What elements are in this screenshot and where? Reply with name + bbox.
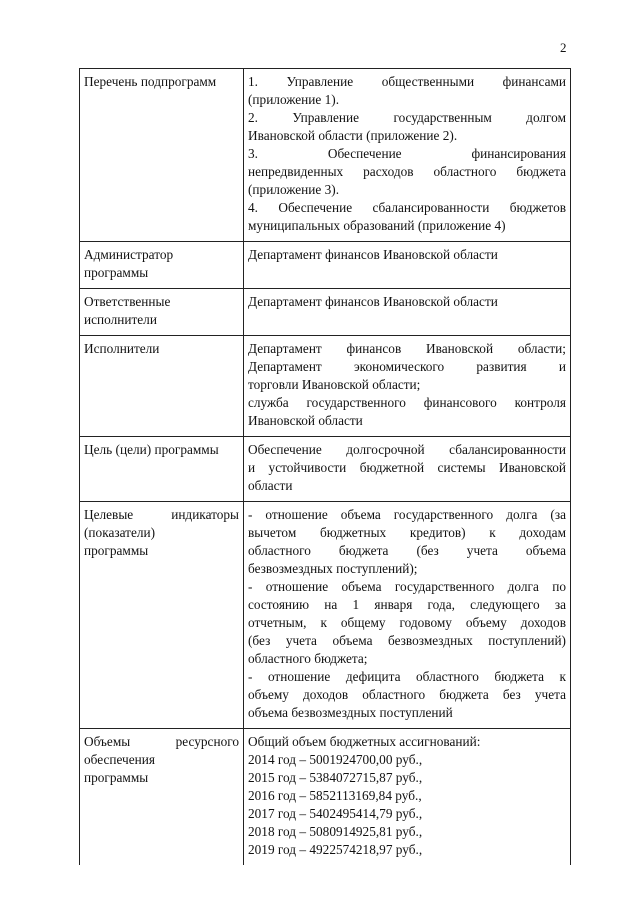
table-row	[80, 729, 571, 866]
label-line: Перечень подпрограмм	[84, 74, 217, 89]
label-line: исполнители	[84, 312, 157, 327]
value-line: (приложение 1).	[248, 92, 340, 107]
value-line: безвозмездных поступлений);	[248, 561, 418, 576]
label-line: Цель (цели) программы	[84, 442, 219, 457]
value-line: Департамент финансов Ивановской области	[248, 294, 498, 309]
value-line: 2019 год – 4922574218,97 руб.,	[248, 842, 423, 857]
value-line: непредвиденных расходов областного бюджета	[248, 164, 566, 179]
table-row	[80, 242, 571, 289]
table-row	[80, 69, 571, 242]
row-label	[80, 437, 244, 502]
value-line: 2014 год – 5001924700,00 руб.,	[248, 752, 423, 767]
label-line: программы	[84, 770, 149, 785]
value-line: областного бюджета (без учета объема	[248, 543, 566, 558]
row-value	[244, 729, 571, 866]
value-line: областного бюджета;	[248, 651, 368, 666]
value-line: 2018 год – 5080914925,81 руб.,	[248, 824, 423, 839]
value-line: объема безвозмездных поступлений	[248, 705, 453, 720]
row-label	[80, 289, 244, 336]
label-line: Ответственные	[84, 294, 171, 309]
row-value	[244, 69, 571, 242]
label-line: Объемы ресурсного	[84, 734, 239, 749]
table-row	[80, 502, 571, 729]
value-line: и устойчивости бюджетной системы Ивановской	[248, 460, 566, 475]
value-line: (без учета объема безвозмездных поступлений)	[248, 633, 566, 648]
row-value	[244, 502, 571, 729]
value-line: - отношение дефицита областного бюджета к	[248, 669, 566, 684]
page-number: 2	[560, 40, 567, 55]
label-line: программы	[84, 265, 149, 280]
value-line: 2015 год – 5384072715,87 руб.,	[248, 770, 423, 785]
label-line: Целевые индикаторы	[84, 507, 239, 522]
value-line: объему доходов областного бюджета без учета	[248, 687, 566, 702]
value-line: области	[248, 478, 293, 493]
value-line: 2016 год – 5852113169,84 руб.,	[248, 788, 422, 803]
label-line: программы	[84, 543, 149, 558]
row-label	[80, 502, 244, 729]
value-line: муниципальных образований (приложение 4)	[248, 218, 506, 233]
label-line: Исполнители	[84, 341, 160, 356]
row-label	[80, 336, 244, 437]
row-label	[80, 242, 244, 289]
row-value	[244, 336, 571, 437]
value-line: 2017 год – 5402495414,79 руб.,	[248, 806, 423, 821]
value-line: Департамент финансов Ивановской области	[248, 247, 498, 262]
table-row	[80, 437, 571, 502]
value-line: состоянию на 1 января года, следующего за	[248, 597, 566, 612]
table-row	[80, 336, 571, 437]
value-line: Обеспечение долгосрочной сбалансированности	[248, 442, 566, 457]
row-value	[244, 242, 571, 289]
value-line: (приложение 3).	[248, 182, 340, 197]
label-line: обеспечения	[84, 752, 155, 767]
passport-table	[79, 68, 571, 865]
table-row	[80, 289, 571, 336]
row-value	[244, 437, 571, 502]
value-line: Ивановской области	[248, 413, 363, 428]
row-label	[80, 729, 244, 866]
value-line: Общий объем бюджетных ассигнований:	[248, 734, 481, 749]
row-value	[244, 289, 571, 336]
value-line: - отношение объема государственного долга (за	[248, 507, 566, 522]
label-line: (показатели)	[84, 525, 156, 540]
value-line: 4. Обеспечение сбалансированности бюджетов	[248, 200, 566, 215]
label-line: Администратор	[84, 247, 174, 262]
value-line: Ивановской области (приложение 2).	[248, 128, 458, 143]
value-line: 3. Обеспечение финансирования	[248, 146, 566, 161]
value-line: 2. Управление государственным долгом	[248, 110, 566, 125]
row-label	[80, 69, 244, 242]
value-line: Департамент финансов Ивановской области;	[248, 341, 566, 356]
value-line: отчетным, к общему годовому объему доходов	[248, 615, 566, 630]
value-line: Департамент экономического развития и	[248, 359, 566, 374]
value-line: - отношение объема государственного долга по	[248, 579, 566, 594]
value-line: служба государственного финансового контроля	[248, 395, 566, 410]
value-line: вычетом бюджетных кредитов) к доходам	[248, 525, 566, 540]
value-line: торговли Ивановской области;	[248, 377, 421, 392]
value-line: 1. Управление общественными финансами	[248, 74, 566, 89]
